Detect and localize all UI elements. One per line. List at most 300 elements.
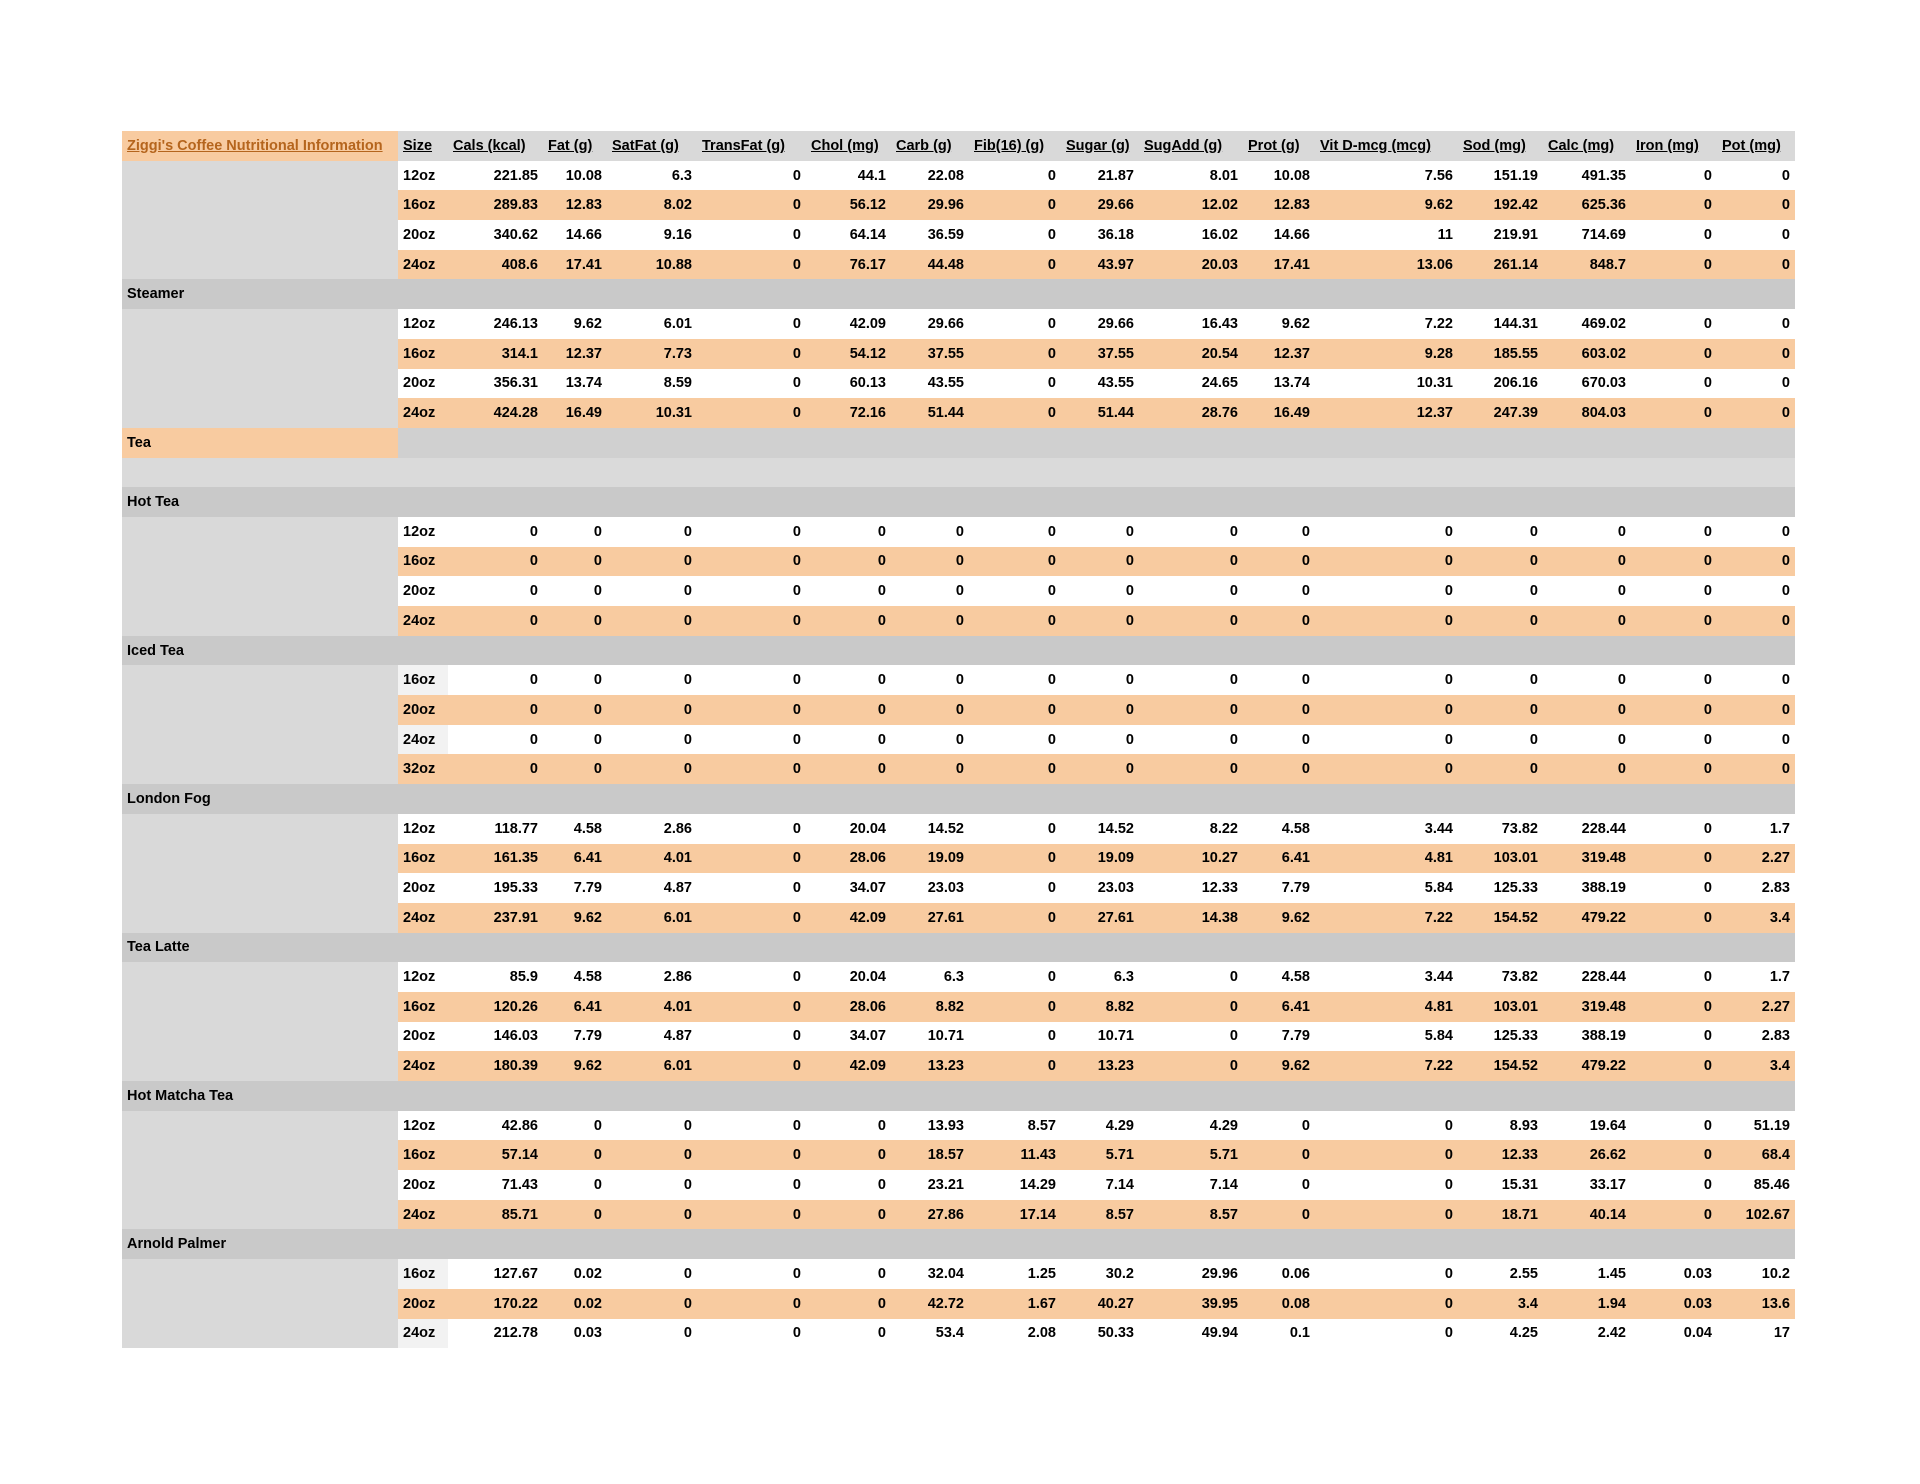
- value-cell-satfat-g[interactable]: 0: [607, 1170, 697, 1200]
- value-cell-vit-d-mcg-mcg[interactable]: 0: [1315, 1140, 1458, 1170]
- col-header-sugar-g[interactable]: Sugar (g): [1061, 131, 1139, 161]
- value-cell-carb-g[interactable]: 13.23: [891, 1051, 969, 1081]
- value-cell-sugadd-g[interactable]: 0: [1139, 695, 1243, 725]
- value-cell-pot-mg[interactable]: 0: [1717, 250, 1795, 280]
- value-cell-transfat-g[interactable]: 0: [697, 161, 806, 191]
- value-cell-transfat-g[interactable]: 0: [697, 1140, 806, 1170]
- value-cell-fib-16-g[interactable]: 1.67: [969, 1289, 1061, 1319]
- value-cell-calc-mg[interactable]: 491.35: [1543, 161, 1631, 191]
- value-cell-sod-mg[interactable]: 2.55: [1458, 1259, 1543, 1289]
- value-cell-carb-g[interactable]: 0: [891, 754, 969, 784]
- value-cell-fat-g[interactable]: 0: [543, 1111, 607, 1141]
- value-cell-sugadd-g[interactable]: 7.14: [1139, 1170, 1243, 1200]
- value-cell-pot-mg[interactable]: 1.7: [1717, 814, 1795, 844]
- value-cell-vit-d-mcg-mcg[interactable]: 0: [1315, 1200, 1458, 1230]
- value-cell-chol-mg[interactable]: 0: [806, 1111, 891, 1141]
- value-cell-carb-g[interactable]: 0: [891, 665, 969, 695]
- value-cell-sugar-g[interactable]: 0: [1061, 695, 1139, 725]
- value-cell-satfat-g[interactable]: 6.01: [607, 1051, 697, 1081]
- value-cell-pot-mg[interactable]: 51.19: [1717, 1111, 1795, 1141]
- value-cell-iron-mg[interactable]: 0: [1631, 517, 1717, 547]
- size-cell[interactable]: 20oz: [398, 1022, 448, 1052]
- empty-cell[interactable]: [122, 1140, 398, 1170]
- value-cell-satfat-g[interactable]: 0: [607, 1259, 697, 1289]
- value-cell-cals-kcal[interactable]: 314.1: [448, 339, 543, 369]
- value-cell-carb-g[interactable]: 8.82: [891, 992, 969, 1022]
- value-cell-cals-kcal[interactable]: 289.83: [448, 190, 543, 220]
- value-cell-transfat-g[interactable]: 0: [697, 754, 806, 784]
- value-cell-transfat-g[interactable]: 0: [697, 339, 806, 369]
- value-cell-sod-mg[interactable]: 154.52: [1458, 903, 1543, 933]
- value-cell-iron-mg[interactable]: 0: [1631, 1200, 1717, 1230]
- value-cell-sugar-g[interactable]: 5.71: [1061, 1140, 1139, 1170]
- value-cell-pot-mg[interactable]: 0: [1717, 725, 1795, 755]
- size-cell[interactable]: 16oz: [398, 190, 448, 220]
- value-cell-satfat-g[interactable]: 0: [607, 1319, 697, 1349]
- size-cell[interactable]: 16oz: [398, 1140, 448, 1170]
- value-cell-fib-16-g[interactable]: 14.29: [969, 1170, 1061, 1200]
- value-cell-carb-g[interactable]: 53.4: [891, 1319, 969, 1349]
- value-cell-calc-mg[interactable]: 319.48: [1543, 992, 1631, 1022]
- value-cell-fib-16-g[interactable]: 0: [969, 250, 1061, 280]
- value-cell-iron-mg[interactable]: 0: [1631, 1140, 1717, 1170]
- value-cell-carb-g[interactable]: 42.72: [891, 1289, 969, 1319]
- value-cell-pot-mg[interactable]: 2.83: [1717, 1022, 1795, 1052]
- value-cell-sugar-g[interactable]: 50.33: [1061, 1319, 1139, 1349]
- value-cell-sugar-g[interactable]: 8.82: [1061, 992, 1139, 1022]
- value-cell-sugar-g[interactable]: 14.52: [1061, 814, 1139, 844]
- value-cell-sod-mg[interactable]: 73.82: [1458, 814, 1543, 844]
- value-cell-fat-g[interactable]: 13.74: [543, 369, 607, 399]
- value-cell-pot-mg[interactable]: 0: [1717, 309, 1795, 339]
- empty-cell[interactable]: [122, 814, 398, 844]
- value-cell-pot-mg[interactable]: 1.7: [1717, 962, 1795, 992]
- size-cell[interactable]: 12oz: [398, 1111, 448, 1141]
- value-cell-vit-d-mcg-mcg[interactable]: 5.84: [1315, 1022, 1458, 1052]
- empty-cell[interactable]: [122, 1051, 398, 1081]
- empty-cell[interactable]: [122, 606, 398, 636]
- value-cell-cals-kcal[interactable]: 212.78: [448, 1319, 543, 1349]
- value-cell-vit-d-mcg-mcg[interactable]: 7.22: [1315, 1051, 1458, 1081]
- value-cell-fat-g[interactable]: 4.58: [543, 814, 607, 844]
- value-cell-chol-mg[interactable]: 34.07: [806, 873, 891, 903]
- value-cell-vit-d-mcg-mcg[interactable]: 0: [1315, 576, 1458, 606]
- value-cell-sugadd-g[interactable]: 12.02: [1139, 190, 1243, 220]
- col-header-chol-mg[interactable]: Chol (mg): [806, 131, 891, 161]
- empty-cell[interactable]: [122, 547, 398, 577]
- value-cell-chol-mg[interactable]: 0: [806, 1170, 891, 1200]
- value-cell-prot-g[interactable]: 12.83: [1243, 190, 1315, 220]
- value-cell-satfat-g[interactable]: 0: [607, 695, 697, 725]
- value-cell-pot-mg[interactable]: 0: [1717, 606, 1795, 636]
- value-cell-transfat-g[interactable]: 0: [697, 517, 806, 547]
- value-cell-calc-mg[interactable]: 2.42: [1543, 1319, 1631, 1349]
- value-cell-satfat-g[interactable]: 4.01: [607, 844, 697, 874]
- value-cell-iron-mg[interactable]: 0: [1631, 606, 1717, 636]
- value-cell-fat-g[interactable]: 0.02: [543, 1259, 607, 1289]
- value-cell-sugadd-g[interactable]: 29.96: [1139, 1259, 1243, 1289]
- empty-cell[interactable]: [122, 1170, 398, 1200]
- value-cell-sugadd-g[interactable]: 28.76: [1139, 398, 1243, 428]
- size-cell[interactable]: 24oz: [398, 1200, 448, 1230]
- value-cell-satfat-g[interactable]: 0: [607, 606, 697, 636]
- empty-cell[interactable]: [122, 873, 398, 903]
- value-cell-satfat-g[interactable]: 6.01: [607, 309, 697, 339]
- value-cell-sugar-g[interactable]: 0: [1061, 606, 1139, 636]
- value-cell-sugadd-g[interactable]: 0: [1139, 1051, 1243, 1081]
- value-cell-vit-d-mcg-mcg[interactable]: 0: [1315, 517, 1458, 547]
- value-cell-vit-d-mcg-mcg[interactable]: 0: [1315, 547, 1458, 577]
- value-cell-calc-mg[interactable]: 228.44: [1543, 814, 1631, 844]
- value-cell-fib-16-g[interactable]: 11.43: [969, 1140, 1061, 1170]
- empty-cell[interactable]: [398, 487, 1795, 517]
- empty-cell[interactable]: [122, 962, 398, 992]
- size-cell[interactable]: 12oz: [398, 814, 448, 844]
- value-cell-iron-mg[interactable]: 0: [1631, 754, 1717, 784]
- value-cell-transfat-g[interactable]: 0: [697, 1022, 806, 1052]
- empty-cell[interactable]: [398, 1229, 1795, 1259]
- empty-cell[interactable]: [398, 428, 1795, 458]
- value-cell-satfat-g[interactable]: 0: [607, 1200, 697, 1230]
- col-header-transfat-g[interactable]: TransFat (g): [697, 131, 806, 161]
- section-label[interactable]: Hot Matcha Tea: [122, 1081, 398, 1111]
- value-cell-chol-mg[interactable]: 0: [806, 547, 891, 577]
- value-cell-pot-mg[interactable]: 0: [1717, 576, 1795, 606]
- value-cell-sod-mg[interactable]: 154.52: [1458, 1051, 1543, 1081]
- value-cell-vit-d-mcg-mcg[interactable]: 0: [1315, 725, 1458, 755]
- value-cell-sugadd-g[interactable]: 20.03: [1139, 250, 1243, 280]
- value-cell-pot-mg[interactable]: 0: [1717, 517, 1795, 547]
- value-cell-chol-mg[interactable]: 44.1: [806, 161, 891, 191]
- section-label[interactable]: Steamer: [122, 279, 398, 309]
- value-cell-sugar-g[interactable]: 0: [1061, 725, 1139, 755]
- value-cell-carb-g[interactable]: 29.96: [891, 190, 969, 220]
- empty-cell[interactable]: [122, 398, 398, 428]
- value-cell-satfat-g[interactable]: 0: [607, 576, 697, 606]
- col-header-sugadd-g[interactable]: SugAdd (g): [1139, 131, 1243, 161]
- value-cell-fat-g[interactable]: 0: [543, 606, 607, 636]
- value-cell-sugar-g[interactable]: 6.3: [1061, 962, 1139, 992]
- size-cell[interactable]: 20oz: [398, 695, 448, 725]
- value-cell-fat-g[interactable]: 0: [543, 695, 607, 725]
- value-cell-vit-d-mcg-mcg[interactable]: 3.44: [1315, 814, 1458, 844]
- value-cell-sugar-g[interactable]: 0: [1061, 576, 1139, 606]
- value-cell-carb-g[interactable]: 37.55: [891, 339, 969, 369]
- value-cell-transfat-g[interactable]: 0: [697, 962, 806, 992]
- value-cell-sod-mg[interactable]: 125.33: [1458, 873, 1543, 903]
- col-header-sod-mg[interactable]: Sod (mg): [1458, 131, 1543, 161]
- value-cell-fat-g[interactable]: 4.58: [543, 962, 607, 992]
- col-header-pot-mg[interactable]: Pot (mg): [1717, 131, 1795, 161]
- value-cell-fat-g[interactable]: 9.62: [543, 903, 607, 933]
- col-header-carb-g[interactable]: Carb (g): [891, 131, 969, 161]
- value-cell-carb-g[interactable]: 27.86: [891, 1200, 969, 1230]
- value-cell-sugadd-g[interactable]: 0: [1139, 1022, 1243, 1052]
- value-cell-fat-g[interactable]: 0: [543, 754, 607, 784]
- size-cell[interactable]: 24oz: [398, 725, 448, 755]
- value-cell-sugar-g[interactable]: 21.87: [1061, 161, 1139, 191]
- value-cell-sugadd-g[interactable]: 8.01: [1139, 161, 1243, 191]
- size-cell[interactable]: 16oz: [398, 844, 448, 874]
- value-cell-fat-g[interactable]: 0: [543, 1170, 607, 1200]
- value-cell-calc-mg[interactable]: 0: [1543, 606, 1631, 636]
- value-cell-chol-mg[interactable]: 0: [806, 1200, 891, 1230]
- value-cell-vit-d-mcg-mcg[interactable]: 13.06: [1315, 250, 1458, 280]
- value-cell-iron-mg[interactable]: 0: [1631, 398, 1717, 428]
- value-cell-satfat-g[interactable]: 2.86: [607, 814, 697, 844]
- value-cell-fib-16-g[interactable]: 0: [969, 190, 1061, 220]
- value-cell-sugar-g[interactable]: 27.61: [1061, 903, 1139, 933]
- value-cell-pot-mg[interactable]: 0: [1717, 190, 1795, 220]
- size-cell[interactable]: 24oz: [398, 606, 448, 636]
- value-cell-calc-mg[interactable]: 1.45: [1543, 1259, 1631, 1289]
- value-cell-calc-mg[interactable]: 479.22: [1543, 1051, 1631, 1081]
- value-cell-sod-mg[interactable]: 261.14: [1458, 250, 1543, 280]
- value-cell-carb-g[interactable]: 0: [891, 517, 969, 547]
- value-cell-iron-mg[interactable]: 0: [1631, 250, 1717, 280]
- value-cell-fat-g[interactable]: 0: [543, 517, 607, 547]
- value-cell-iron-mg[interactable]: 0: [1631, 576, 1717, 606]
- empty-cell[interactable]: [122, 695, 398, 725]
- empty-cell[interactable]: [398, 1081, 1795, 1111]
- value-cell-pot-mg[interactable]: 0: [1717, 665, 1795, 695]
- value-cell-chol-mg[interactable]: 42.09: [806, 309, 891, 339]
- value-cell-prot-g[interactable]: 0: [1243, 1111, 1315, 1141]
- value-cell-cals-kcal[interactable]: 85.71: [448, 1200, 543, 1230]
- value-cell-pot-mg[interactable]: 0: [1717, 220, 1795, 250]
- empty-cell[interactable]: [122, 903, 398, 933]
- value-cell-vit-d-mcg-mcg[interactable]: 0: [1315, 606, 1458, 636]
- value-cell-transfat-g[interactable]: 0: [697, 398, 806, 428]
- value-cell-sugar-g[interactable]: 30.2: [1061, 1259, 1139, 1289]
- value-cell-fib-16-g[interactable]: 1.25: [969, 1259, 1061, 1289]
- value-cell-sugadd-g[interactable]: 16.02: [1139, 220, 1243, 250]
- value-cell-cals-kcal[interactable]: 0: [448, 725, 543, 755]
- value-cell-calc-mg[interactable]: 319.48: [1543, 844, 1631, 874]
- value-cell-fib-16-g[interactable]: 0: [969, 814, 1061, 844]
- value-cell-carb-g[interactable]: 0: [891, 606, 969, 636]
- empty-cell[interactable]: [122, 1289, 398, 1319]
- value-cell-fib-16-g[interactable]: 0: [969, 369, 1061, 399]
- size-cell[interactable]: 16oz: [398, 992, 448, 1022]
- value-cell-transfat-g[interactable]: 0: [697, 725, 806, 755]
- value-cell-pot-mg[interactable]: 17: [1717, 1319, 1795, 1349]
- value-cell-fib-16-g[interactable]: 0: [969, 1051, 1061, 1081]
- value-cell-iron-mg[interactable]: 0: [1631, 665, 1717, 695]
- col-header-prot-g[interactable]: Prot (g): [1243, 131, 1315, 161]
- value-cell-cals-kcal[interactable]: 340.62: [448, 220, 543, 250]
- value-cell-pot-mg[interactable]: 0: [1717, 398, 1795, 428]
- value-cell-fat-g[interactable]: 0: [543, 547, 607, 577]
- value-cell-sugadd-g[interactable]: 0: [1139, 576, 1243, 606]
- value-cell-sugar-g[interactable]: 43.97: [1061, 250, 1139, 280]
- value-cell-chol-mg[interactable]: 28.06: [806, 844, 891, 874]
- value-cell-satfat-g[interactable]: 7.73: [607, 339, 697, 369]
- value-cell-sugadd-g[interactable]: 16.43: [1139, 309, 1243, 339]
- value-cell-fib-16-g[interactable]: 0: [969, 962, 1061, 992]
- empty-cell[interactable]: [122, 1319, 398, 1349]
- col-header-size[interactable]: Size: [398, 131, 448, 161]
- value-cell-cals-kcal[interactable]: 0: [448, 606, 543, 636]
- value-cell-fib-16-g[interactable]: 0: [969, 725, 1061, 755]
- size-cell[interactable]: 12oz: [398, 309, 448, 339]
- value-cell-carb-g[interactable]: 23.21: [891, 1170, 969, 1200]
- value-cell-prot-g[interactable]: 6.41: [1243, 992, 1315, 1022]
- value-cell-transfat-g[interactable]: 0: [697, 1200, 806, 1230]
- value-cell-chol-mg[interactable]: 0: [806, 576, 891, 606]
- value-cell-sugar-g[interactable]: 36.18: [1061, 220, 1139, 250]
- value-cell-sod-mg[interactable]: 0: [1458, 606, 1543, 636]
- value-cell-chol-mg[interactable]: 0: [806, 1140, 891, 1170]
- value-cell-calc-mg[interactable]: 0: [1543, 547, 1631, 577]
- value-cell-fat-g[interactable]: 12.37: [543, 339, 607, 369]
- value-cell-vit-d-mcg-mcg[interactable]: 0: [1315, 695, 1458, 725]
- value-cell-calc-mg[interactable]: 19.64: [1543, 1111, 1631, 1141]
- size-cell[interactable]: 20oz: [398, 1289, 448, 1319]
- value-cell-sugar-g[interactable]: 43.55: [1061, 369, 1139, 399]
- value-cell-sugadd-g[interactable]: 0: [1139, 517, 1243, 547]
- size-cell[interactable]: 20oz: [398, 873, 448, 903]
- value-cell-satfat-g[interactable]: 6.3: [607, 161, 697, 191]
- value-cell-carb-g[interactable]: 23.03: [891, 873, 969, 903]
- value-cell-transfat-g[interactable]: 0: [697, 1289, 806, 1319]
- value-cell-cals-kcal[interactable]: 237.91: [448, 903, 543, 933]
- value-cell-fib-16-g[interactable]: 0: [969, 754, 1061, 784]
- value-cell-cals-kcal[interactable]: 408.6: [448, 250, 543, 280]
- value-cell-fat-g[interactable]: 17.41: [543, 250, 607, 280]
- value-cell-sugadd-g[interactable]: 20.54: [1139, 339, 1243, 369]
- value-cell-chol-mg[interactable]: 42.09: [806, 903, 891, 933]
- value-cell-sod-mg[interactable]: 3.4: [1458, 1289, 1543, 1319]
- value-cell-chol-mg[interactable]: 20.04: [806, 814, 891, 844]
- value-cell-satfat-g[interactable]: 0: [607, 517, 697, 547]
- value-cell-prot-g[interactable]: 0: [1243, 606, 1315, 636]
- value-cell-carb-g[interactable]: 0: [891, 547, 969, 577]
- col-header-fat-g[interactable]: Fat (g): [543, 131, 607, 161]
- value-cell-chol-mg[interactable]: 54.12: [806, 339, 891, 369]
- value-cell-transfat-g[interactable]: 0: [697, 873, 806, 903]
- value-cell-pot-mg[interactable]: 13.6: [1717, 1289, 1795, 1319]
- value-cell-satfat-g[interactable]: 10.88: [607, 250, 697, 280]
- value-cell-iron-mg[interactable]: 0: [1631, 1170, 1717, 1200]
- col-header-calc-mg[interactable]: Calc (mg): [1543, 131, 1631, 161]
- value-cell-sugar-g[interactable]: 29.66: [1061, 190, 1139, 220]
- value-cell-sugar-g[interactable]: 8.57: [1061, 1200, 1139, 1230]
- value-cell-prot-g[interactable]: 0: [1243, 517, 1315, 547]
- size-cell[interactable]: 20oz: [398, 576, 448, 606]
- value-cell-iron-mg[interactable]: 0: [1631, 339, 1717, 369]
- value-cell-cals-kcal[interactable]: 42.86: [448, 1111, 543, 1141]
- value-cell-pot-mg[interactable]: 85.46: [1717, 1170, 1795, 1200]
- value-cell-prot-g[interactable]: 9.62: [1243, 1051, 1315, 1081]
- empty-cell[interactable]: [398, 933, 1795, 963]
- value-cell-sod-mg[interactable]: 125.33: [1458, 1022, 1543, 1052]
- value-cell-chol-mg[interactable]: 0: [806, 517, 891, 547]
- value-cell-satfat-g[interactable]: 0: [607, 547, 697, 577]
- value-cell-pot-mg[interactable]: 2.27: [1717, 844, 1795, 874]
- value-cell-fib-16-g[interactable]: 0: [969, 339, 1061, 369]
- col-header-iron-mg[interactable]: Iron (mg): [1631, 131, 1717, 161]
- value-cell-iron-mg[interactable]: 0: [1631, 814, 1717, 844]
- value-cell-fib-16-g[interactable]: 0: [969, 1022, 1061, 1052]
- value-cell-sugadd-g[interactable]: 12.33: [1139, 873, 1243, 903]
- value-cell-vit-d-mcg-mcg[interactable]: 0: [1315, 1319, 1458, 1349]
- value-cell-pot-mg[interactable]: 0: [1717, 161, 1795, 191]
- empty-cell[interactable]: [122, 309, 398, 339]
- value-cell-fib-16-g[interactable]: 0: [969, 992, 1061, 1022]
- value-cell-sugar-g[interactable]: 4.29: [1061, 1111, 1139, 1141]
- value-cell-iron-mg[interactable]: 0: [1631, 903, 1717, 933]
- value-cell-sod-mg[interactable]: 151.19: [1458, 161, 1543, 191]
- value-cell-transfat-g[interactable]: 0: [697, 665, 806, 695]
- value-cell-chol-mg[interactable]: 0: [806, 754, 891, 784]
- value-cell-cals-kcal[interactable]: 246.13: [448, 309, 543, 339]
- empty-cell[interactable]: [122, 754, 398, 784]
- value-cell-satfat-g[interactable]: 0: [607, 754, 697, 784]
- value-cell-calc-mg[interactable]: 0: [1543, 695, 1631, 725]
- value-cell-sod-mg[interactable]: 12.33: [1458, 1140, 1543, 1170]
- value-cell-chol-mg[interactable]: 0: [806, 1289, 891, 1319]
- value-cell-cals-kcal[interactable]: 0: [448, 665, 543, 695]
- value-cell-fib-16-g[interactable]: 2.08: [969, 1319, 1061, 1349]
- col-header-satfat-g[interactable]: SatFat (g): [607, 131, 697, 161]
- value-cell-vit-d-mcg-mcg[interactable]: 0: [1315, 1259, 1458, 1289]
- value-cell-calc-mg[interactable]: 228.44: [1543, 962, 1631, 992]
- value-cell-carb-g[interactable]: 44.48: [891, 250, 969, 280]
- value-cell-transfat-g[interactable]: 0: [697, 814, 806, 844]
- value-cell-chol-mg[interactable]: 34.07: [806, 1022, 891, 1052]
- value-cell-fib-16-g[interactable]: 0: [969, 844, 1061, 874]
- value-cell-vit-d-mcg-mcg[interactable]: 0: [1315, 1111, 1458, 1141]
- value-cell-pot-mg[interactable]: 0: [1717, 754, 1795, 784]
- value-cell-fib-16-g[interactable]: 0: [969, 873, 1061, 903]
- value-cell-sugar-g[interactable]: 0: [1061, 547, 1139, 577]
- value-cell-transfat-g[interactable]: 0: [697, 1259, 806, 1289]
- value-cell-cals-kcal[interactable]: 85.9: [448, 962, 543, 992]
- value-cell-calc-mg[interactable]: 848.7: [1543, 250, 1631, 280]
- value-cell-satfat-g[interactable]: 4.87: [607, 1022, 697, 1052]
- value-cell-fat-g[interactable]: 9.62: [543, 1051, 607, 1081]
- value-cell-prot-g[interactable]: 13.74: [1243, 369, 1315, 399]
- value-cell-chol-mg[interactable]: 56.12: [806, 190, 891, 220]
- value-cell-sugar-g[interactable]: 0: [1061, 665, 1139, 695]
- value-cell-iron-mg[interactable]: 0: [1631, 962, 1717, 992]
- value-cell-vit-d-mcg-mcg[interactable]: 5.84: [1315, 873, 1458, 903]
- size-cell[interactable]: 16oz: [398, 665, 448, 695]
- value-cell-cals-kcal[interactable]: 71.43: [448, 1170, 543, 1200]
- value-cell-chol-mg[interactable]: 0: [806, 606, 891, 636]
- value-cell-fib-16-g[interactable]: 0: [969, 220, 1061, 250]
- size-cell[interactable]: 12oz: [398, 517, 448, 547]
- size-cell[interactable]: 20oz: [398, 220, 448, 250]
- size-cell[interactable]: 24oz: [398, 398, 448, 428]
- value-cell-sod-mg[interactable]: 8.93: [1458, 1111, 1543, 1141]
- empty-cell[interactable]: [398, 279, 1795, 309]
- value-cell-fat-g[interactable]: 6.41: [543, 992, 607, 1022]
- section-label[interactable]: Arnold Palmer: [122, 1229, 398, 1259]
- value-cell-iron-mg[interactable]: 0: [1631, 161, 1717, 191]
- value-cell-pot-mg[interactable]: 10.2: [1717, 1259, 1795, 1289]
- empty-cell[interactable]: [122, 220, 398, 250]
- value-cell-fib-16-g[interactable]: 8.57: [969, 1111, 1061, 1141]
- value-cell-transfat-g[interactable]: 0: [697, 1111, 806, 1141]
- value-cell-pot-mg[interactable]: 3.4: [1717, 1051, 1795, 1081]
- size-cell[interactable]: 24oz: [398, 250, 448, 280]
- value-cell-fat-g[interactable]: 0: [543, 725, 607, 755]
- value-cell-sod-mg[interactable]: 0: [1458, 725, 1543, 755]
- value-cell-sugadd-g[interactable]: 8.22: [1139, 814, 1243, 844]
- value-cell-carb-g[interactable]: 32.04: [891, 1259, 969, 1289]
